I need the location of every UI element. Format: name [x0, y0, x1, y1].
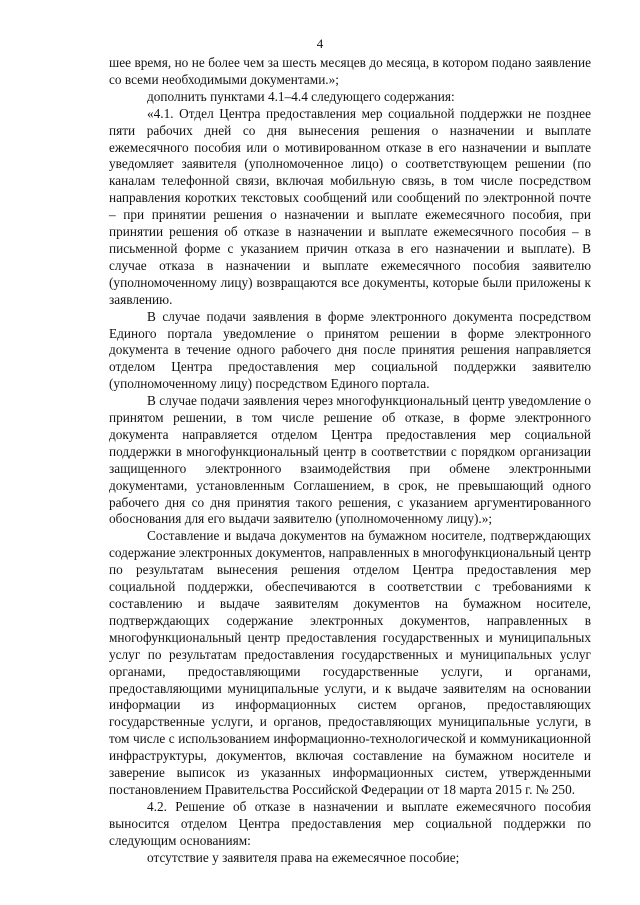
document-body	[109, 55, 591, 867]
paragraph: Составление и выдача документов на бумажном носителе, подтверждающих содержание электронных документов, направленных в многофункциональный центр по результатам вынесения решения отделом Центра предоставления мер социальной поддержки, обеспечиваются в соответствии с требованиями к составлению и выдаче заявителям документов на бумажном носителе, подтверждающих содержание электронных документов, направленных в многофункциональный центр предоставления государственных и муниципальных услуг по результатам предоставления государственных и муниципальных услуг органами, предоставляющими государственные услуги, и органами, предоставляющими муниципальные услуги, и к выдаче заявителям на основании информации из информационных систем органов, предоставляющих государственные услуги, и органов, предоставляющих муниципальные услуги, в том числе с использованием информационно-технологической и коммуникационной инфраструктуры, документов, включая составление на бумажном носителе и заверение выписок из указанных информационных систем, утвержденными постановлением Правительства Российской Федерации от 18 марта 2015 г. № 250.	[109, 528, 591, 797]
paragraph: дополнить пунктами 4.1–4.4 следующего содержания:	[147, 88, 455, 104]
paragraph: В случае подачи заявления в форме электронного документа посредством Единого портала уведомление о принятом решении в форме электронного документа в течение одного рабочего дня после принятия решения направляется отделом Центра предоставления мер социальной поддержки заявителю (уполномоченному лицу) посредством Единого портала.	[109, 308, 591, 392]
paragraph: В случае подачи заявления через многофункциональный центр уведомление о принятом решении, в том числе решение об отказе, в форме электронного документа направляется отделом Центра предоставления мер социальной поддержки в многофункциональный центр в соответствии с порядком организации защищенного электронного взаимодействия при обмене электронными документами, установленным Соглашением, в срок, не превышающий одного рабочего дня со дня принятия такого решения, с указанием аргументированного обоснования для его выдачи заявителю (уполномоченному лицу).»;	[109, 393, 591, 527]
paragraph: шее время, но не более чем за шесть месяцев до месяца, в котором подано заявление со всеми необходимыми документами.»;	[109, 55, 591, 87]
paragraph: «4.1. Отдел Центра предоставления мер социальной поддержки не позднее пяти рабочих дней со дня вынесения решения о назначении и выплате ежемесячного пособия или о мотивированном отказе в его назначении и выплате уведомляет заявителя (уполномоченное лицо) о соответствующем решении (по каналам телефонной связи, включая мобильную связь, в том числе посредством направления коротких текстовых сообщений или сообщений по электронной почте – при принятии решения о назначении и выплате ежемесячного пособия, при принятии решения об отказе в назначении и выплате ежемесячного пособия – в письменной форме с указанием причин отказа в его назначении и выплате). В случае отказа в назначении и выплате ежемесячного пособия заявителю (уполномоченному лицу) возвращаются все документы, которые были приложены к заявлению.	[109, 105, 591, 307]
page-number: 4	[316, 36, 324, 51]
paragraph: 4.2. Решение об отказе в назначении и выплате ежемесячного пособия выносится отделом Центра предоставления мер социальной поддержки по следующим основаниям:	[109, 798, 591, 848]
paragraph: отсутствие у заявителя права на ежемесячное пособие;	[147, 849, 460, 865]
